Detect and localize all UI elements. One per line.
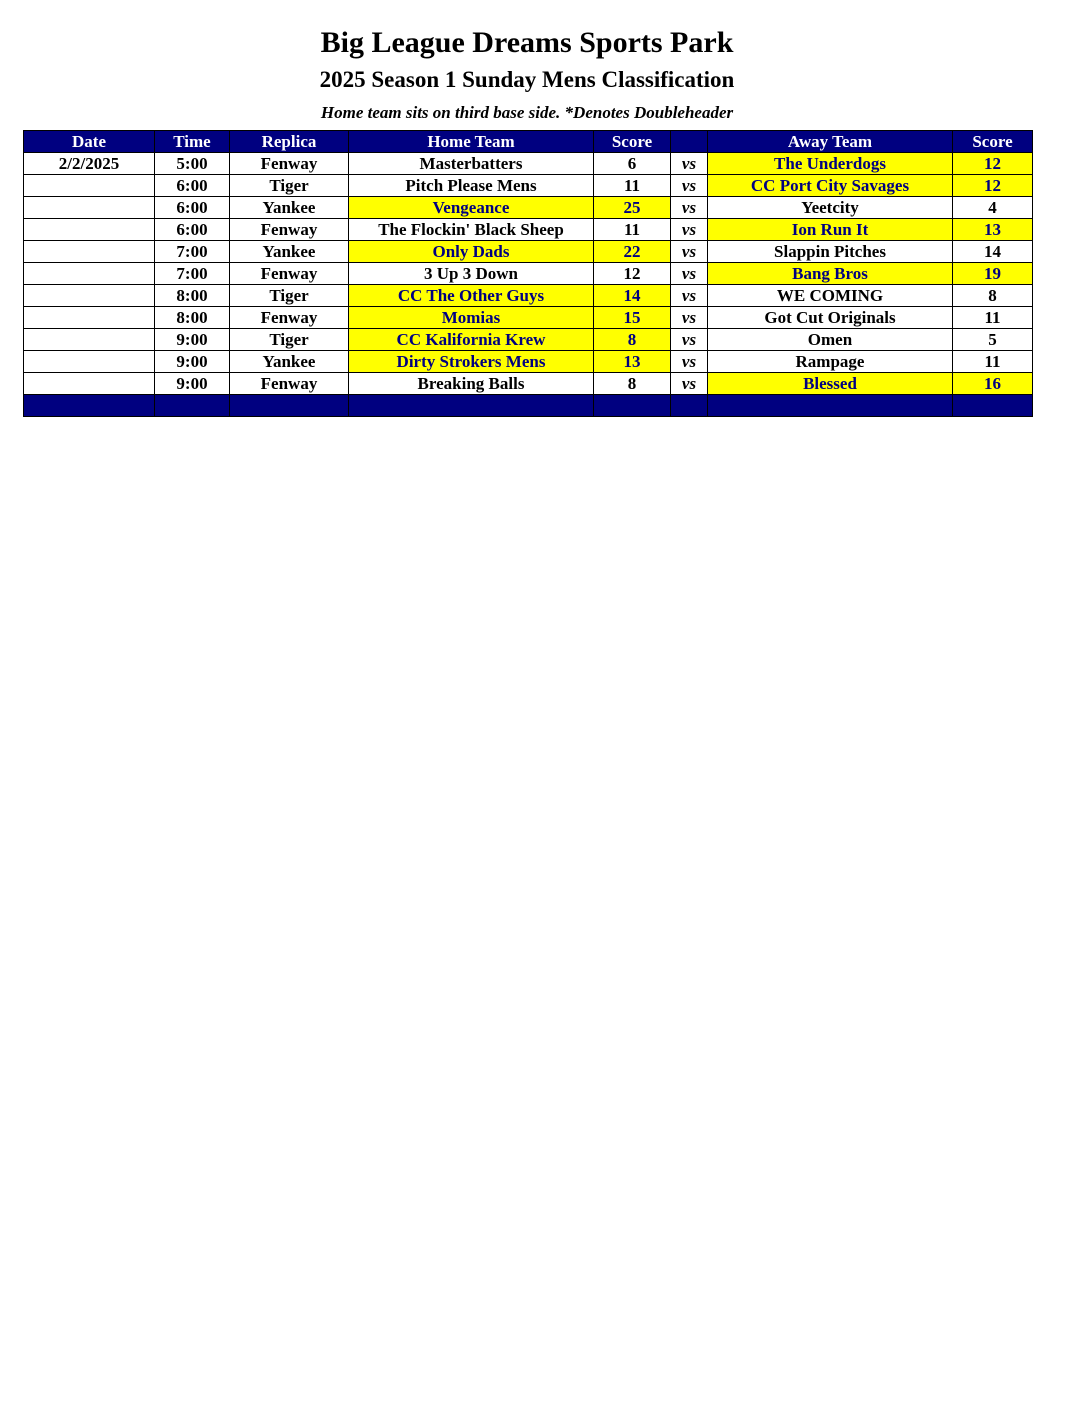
home-team-cell: CC The Other Guys: [349, 285, 594, 307]
replica-cell: Tiger: [230, 285, 349, 307]
home-score-cell: 15: [594, 307, 671, 329]
vs-cell: vs: [671, 241, 708, 263]
table-header-row: [24, 131, 1033, 153]
table-row: [24, 307, 1033, 329]
time-cell: 9:00: [155, 329, 230, 351]
home-score-cell: 11: [594, 175, 671, 197]
footer-cell: [155, 395, 230, 417]
table-row: [24, 351, 1033, 373]
col-away-team-header: Away Team: [708, 131, 953, 153]
table-body: [24, 153, 1033, 417]
table-footer-row: [24, 395, 1033, 417]
away-team-cell: Rampage: [708, 351, 953, 373]
footer-cell: [953, 395, 1033, 417]
home-team-cell: Masterbatters: [349, 153, 594, 175]
table-row: [24, 197, 1033, 219]
vs-cell: vs: [671, 307, 708, 329]
home-score-cell: 11: [594, 219, 671, 241]
replica-cell: Tiger: [230, 329, 349, 351]
date-cell: [24, 307, 155, 329]
date-cell: [24, 329, 155, 351]
away-score-cell: 4: [953, 197, 1033, 219]
replica-cell: Fenway: [230, 219, 349, 241]
time-cell: 7:00: [155, 241, 230, 263]
away-team-cell: The Underdogs: [708, 153, 953, 175]
vs-cell: vs: [671, 373, 708, 395]
away-team-cell: WE COMING: [708, 285, 953, 307]
home-team-cell: Dirty Strokers Mens: [349, 351, 594, 373]
away-team-cell: CC Port City Savages: [708, 175, 953, 197]
col-date-header: Date: [24, 131, 155, 153]
away-team-cell: Slappin Pitches: [708, 241, 953, 263]
away-score-cell: 12: [953, 175, 1033, 197]
away-team-cell: Got Cut Originals: [708, 307, 953, 329]
away-team-cell: Bang Bros: [708, 263, 953, 285]
date-cell: [24, 175, 155, 197]
date-cell: 2/2/2025: [24, 153, 155, 175]
time-cell: 6:00: [155, 175, 230, 197]
home-score-cell: 8: [594, 329, 671, 351]
away-score-cell: 12: [953, 153, 1033, 175]
date-cell: [24, 285, 155, 307]
home-score-cell: 14: [594, 285, 671, 307]
replica-cell: Fenway: [230, 373, 349, 395]
date-cell: [24, 241, 155, 263]
table-row: [24, 373, 1033, 395]
footer-cell: [671, 395, 708, 417]
away-team-cell: Omen: [708, 329, 953, 351]
vs-cell: vs: [671, 263, 708, 285]
vs-cell: vs: [671, 219, 708, 241]
date-cell: [24, 219, 155, 241]
replica-cell: Fenway: [230, 307, 349, 329]
table-row: [24, 219, 1033, 241]
col-vs-header: [671, 131, 708, 153]
table-row: [24, 329, 1033, 351]
col-home-team-header: Home Team: [349, 131, 594, 153]
home-score-cell: 8: [594, 373, 671, 395]
home-score-cell: 13: [594, 351, 671, 373]
home-team-cell: Vengeance: [349, 197, 594, 219]
away-team-cell: Ion Run It: [708, 219, 953, 241]
table-row: [24, 175, 1033, 197]
away-team-cell: Yeetcity: [708, 197, 953, 219]
home-score-cell: 6: [594, 153, 671, 175]
time-cell: 7:00: [155, 263, 230, 285]
home-score-cell: 12: [594, 263, 671, 285]
home-score-cell: 22: [594, 241, 671, 263]
time-cell: 9:00: [155, 373, 230, 395]
vs-cell: vs: [671, 285, 708, 307]
time-cell: 8:00: [155, 285, 230, 307]
away-score-cell: 8: [953, 285, 1033, 307]
footer-cell: [24, 395, 155, 417]
replica-cell: Fenway: [230, 263, 349, 285]
footer-cell: [230, 395, 349, 417]
home-score-cell: 25: [594, 197, 671, 219]
date-cell: [24, 197, 155, 219]
col-away-score-header: Score: [953, 131, 1033, 153]
replica-cell: Yankee: [230, 351, 349, 373]
schedule-note: Home team sits on third base side. *Denotes Doubleheader: [320, 103, 734, 122]
away-score-cell: 11: [953, 307, 1033, 329]
home-team-cell: CC Kalifornia Krew: [349, 329, 594, 351]
time-cell: 6:00: [155, 197, 230, 219]
time-cell: 6:00: [155, 219, 230, 241]
home-team-cell: The Flockin' Black Sheep: [349, 219, 594, 241]
time-cell: 9:00: [155, 351, 230, 373]
home-team-cell: Momias: [349, 307, 594, 329]
away-score-cell: 16: [953, 373, 1033, 395]
replica-cell: Fenway: [230, 153, 349, 175]
footer-cell: [349, 395, 594, 417]
away-team-cell: Blessed: [708, 373, 953, 395]
table-row: [24, 285, 1033, 307]
vs-cell: vs: [671, 197, 708, 219]
col-time-header: Time: [155, 131, 230, 153]
away-score-cell: 11: [953, 351, 1033, 373]
date-cell: [24, 373, 155, 395]
home-team-cell: Pitch Please Mens: [349, 175, 594, 197]
table-row: [24, 241, 1033, 263]
footer-cell: [708, 395, 953, 417]
away-score-cell: 5: [953, 329, 1033, 351]
vs-cell: vs: [671, 175, 708, 197]
replica-cell: Yankee: [230, 241, 349, 263]
home-team-cell: Only Dads: [349, 241, 594, 263]
date-cell: [24, 351, 155, 373]
replica-cell: Tiger: [230, 175, 349, 197]
time-cell: 5:00: [155, 153, 230, 175]
home-team-cell: 3 Up 3 Down: [349, 263, 594, 285]
time-cell: 8:00: [155, 307, 230, 329]
vs-cell: vs: [671, 329, 708, 351]
away-score-cell: 13: [953, 219, 1033, 241]
table-row: [24, 263, 1033, 285]
away-score-cell: 19: [953, 263, 1033, 285]
col-replica-header: Replica: [230, 131, 349, 153]
footer-cell: [594, 395, 671, 417]
table-row: [24, 153, 1033, 175]
home-team-cell: Breaking Balls: [349, 373, 594, 395]
date-cell: [24, 263, 155, 285]
vs-cell: vs: [671, 351, 708, 373]
schedule-table: [23, 130, 1033, 417]
vs-cell: vs: [671, 153, 708, 175]
col-home-score-header: Score: [594, 131, 671, 153]
page-title: Big League Dreams Sports Park: [320, 26, 734, 59]
replica-cell: Yankee: [230, 197, 349, 219]
page-subtitle: 2025 Season 1 Sunday Mens Classification: [319, 67, 735, 92]
away-score-cell: 14: [953, 241, 1033, 263]
